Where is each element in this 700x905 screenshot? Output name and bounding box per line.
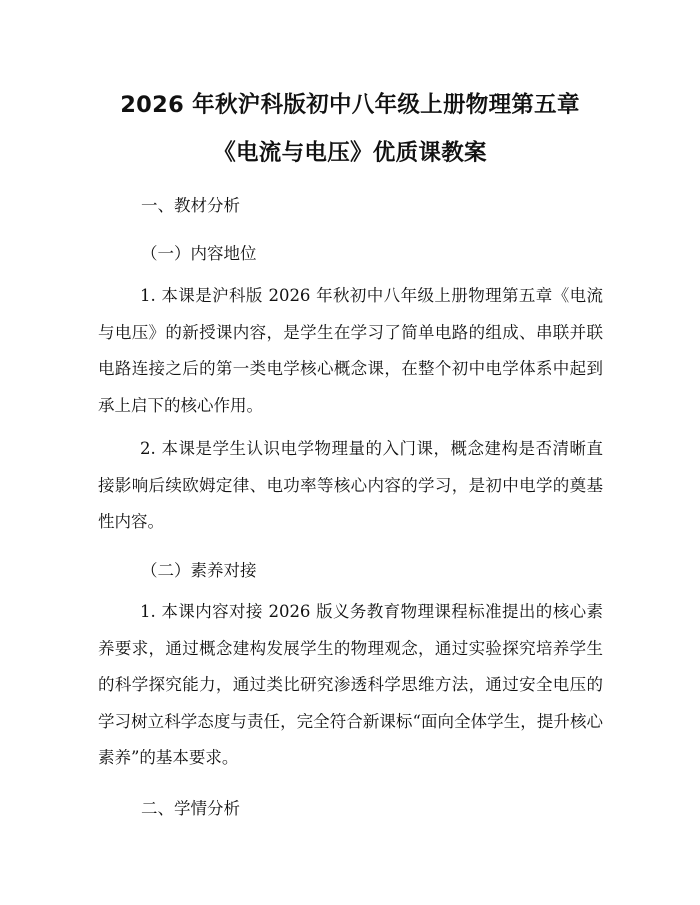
document-title-line-2: 《电流与电压》优质课教案 (213, 140, 487, 166)
paragraph-literacy-alignment-1: 1. 本课内容对接 2026 版义务教育物理课程标准提出的核心素养要求，通过概念建构发展学生的物理观念，通过实验探究培养学生的科学探究能力，通过类比研究渗透科学思维方法，通过安全电压的学习树立科学态度与责任，完全符合新课标“面向全体学生，提升核心素养”的基本要求。 (98, 602, 603, 767)
section-heading-learner-analysis: 二、学情分析 (141, 799, 240, 818)
paragraph-content-position-1: 1. 本课是沪科版 2026 年秋初中八年级上册物理第五章《电流与电压》的新授课内容，是学生在学习了简单电路的组成、串联并联电路连接之后的第一类电学核心概念课，在整个初中电学体系中起到承上启下的核心作用。 (98, 286, 603, 415)
subsection-heading-content-position: （一）内容地位 (141, 244, 257, 263)
section-heading-teaching-material-analysis: 一、教材分析 (141, 196, 240, 215)
document-title-line-1: 2026 年秋沪科版初中八年级上册物理第五章 (120, 92, 580, 118)
paragraph-content-position-2: 2. 本课是学生认识电学物理量的入门课，概念建构是否清晰直接影响后续欧姆定律、电功率等核心内容的学习，是初中电学的奠基性内容。 (98, 439, 603, 531)
subsection-heading-literacy-alignment: （二）素养对接 (141, 561, 257, 580)
